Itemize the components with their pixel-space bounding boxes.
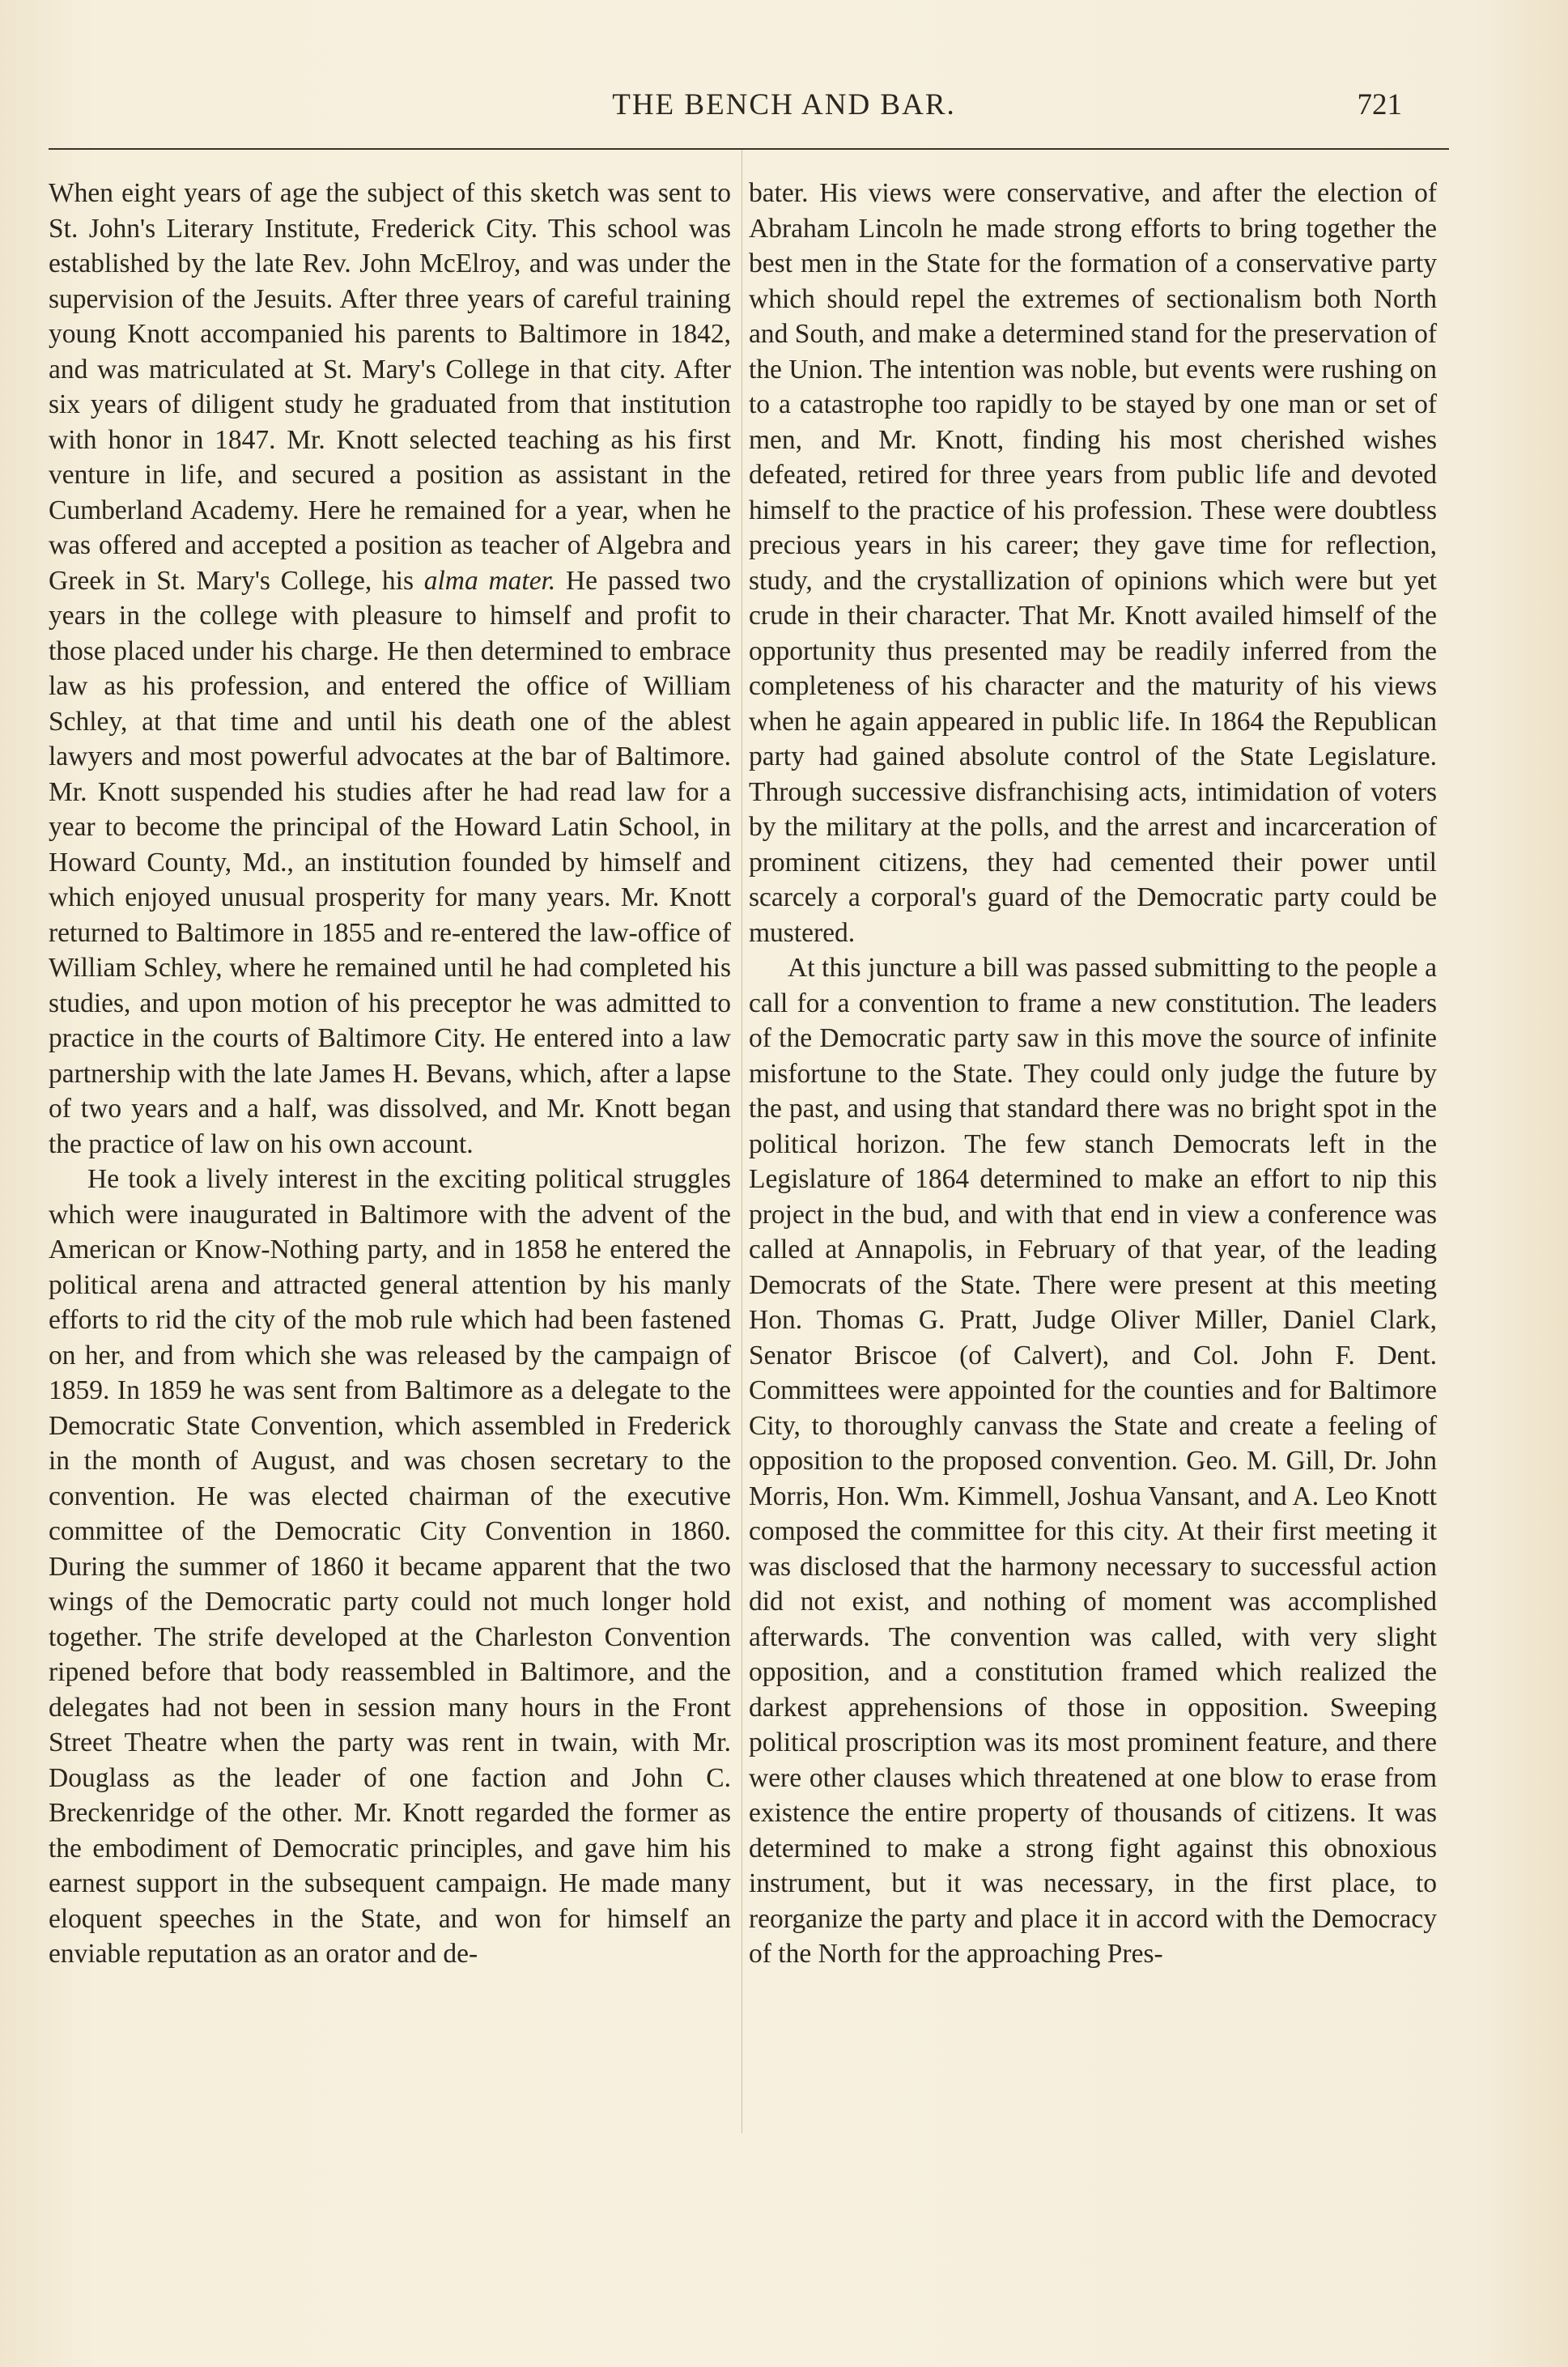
italic-phrase: alma mater. xyxy=(423,565,556,596)
page-header xyxy=(49,87,1519,136)
paragraph-text: He passed two years in the college with pleasure to himself and profit to those placed under his charge. He then determined to embrace law as his profession, and entered the office of William Schley, at that time and until his death one of the ablest lawyers and most powerful advocates at the bar of Baltimore. Mr. Knott suspended his studies after he had read law for a year to become the principal of the Howard Latin School, in Howard County, Md., an institution founded by himself and which enjoyed unusual prosperity for many years. Mr. Knott returned to Baltimore in 1855 and re-entered the law-office of William Schley, where he remained until he had completed his studies, and upon motion of his preceptor he was admitted to practice in the courts of Baltimore City. He entered into a law partnership with the late James H. Bevans, which, after a lapse of two years and a half, was dissolved, and Mr. Knott began the practice of law on his own account. xyxy=(49,565,731,1159)
left-column xyxy=(49,176,731,1972)
paragraph xyxy=(49,176,731,1162)
page-number: 721 xyxy=(1357,88,1402,121)
running-head: THE BENCH AND BAR. xyxy=(612,88,956,121)
paragraph-text: When eight years of age the subject of this sketch was sent to St. John's Literary Institute, Frederick City. This school was established by the late Rev. John McElroy, and was under the supervision of the Jesuits. After three years of careful training young Knott accompanied his parents to Baltimore in 1842, and was matriculated at St. Mary's College in that city. After six years of diligent study he graduated from that institution with honor in 1847. Mr. Knott selected teaching as his first venture in life, and secured a position as assistant in the Cumberland Academy. Here he remained for a year, when he was offered and accepted a position as teacher of Algebra and Greek in St. Mary's College, his xyxy=(49,178,731,596)
right-column xyxy=(749,176,1437,1972)
paragraph: He took a lively interest in the exciting political struggles which were inaugurated in Baltimore with the advent of the American or Know-Nothing party, and in 1858 he entered the political arena and attracted general attention by his manly efforts to rid the city of the mob rule which had been fastened on her, and from which she was released by the campaign of 1859. In 1859 he was sent from Baltimore as a delegate to the Democratic State Convention, which assembled in Frederick in the month of August, and was chosen secretary to the convention. He was elected chairman of the executive committee of the Democratic City Convention in 1860. During the summer of 1860 it became apparent that the two wings of the Democratic party could not much longer hold together. The strife developed at the Charleston Convention ripened before that body reassembled in Baltimore, and the delegates had not been in session many hours in the Front Street Theatre when the party was rent in twain, with Mr. Douglass as the leader of one faction and John C. Breckenridge of the other. Mr. Knott regarded the former as the embodiment of Democratic principles, and gave him his earnest support in the subsequent campaign. He made many eloquent speeches in the State, and won for himself an enviable reputation as an orator and de- xyxy=(49,1164,731,1969)
paragraph: At this juncture a bill was passed submitting to the people a call for a convention to frame a new constitution. The leaders of the Democratic party saw in this move the source of infinite misfortune to the State. They could only judge the future by the past, and using that standard there was no bright spot in the political horizon. The few stanch Democrats left in the Legislature of 1864 determined to make an effort to nip this project in the bud, and with that end in view a conference was called at Annapolis, in February of that year, of the leading Democrats of the State. There were present at this meeting Hon. Thomas G. Pratt, Judge Oliver Miller, Daniel Clark, Senator Briscoe (of Calvert), and Col. John F. Dent. Committees were appointed for the counties and for Baltimore City, to thoroughly canvass the State and create a feeling of opposition to the proposed convention. Geo. M. Gill, Dr. John Morris, Hon. Wm. Kimmell, Joshua Vansant, and A. Leo Knott composed the committee for this city. At their first meeting it was disclosed that the harmony necessary to successful action did not exist, and nothing of moment was accomplished afterwards. The convention was called, with very slight opposition, and a constitution framed which realized the darkest apprehensions of those in opposition. Sweeping political proscription was its most prominent feature, and there were other clauses which threatened at one blow to erase from existence the entire property of thousands of citizens. It was determined to make a strong fight against this obnoxious instrument, but it was necessary, in the first place, to reorganize the party and place it in accord with the Democracy of the North for the approaching Pres- xyxy=(749,953,1437,1969)
paragraph: bater. His views were conservative, and after the election of Abraham Lincoln he made strong efforts to bring together the best men in the State for the formation of a conservative party which should repel the extremes of sectionalism both North and South, and make a determined stand for the preservation of the Union. The intention was noble, but events were rushing on to a catastrophe too rapidly to be stayed by one man or set of men, and Mr. Knott, finding his most cherished wishes defeated, retired for three years from public life and devoted himself to the practice of his profession. These were doubtless precious years in his career; they gave time for reflection, study, and the crystallization of opinions which were but yet crude in their character. That Mr. Knott availed himself of the opportunity thus presented may be readily inferred from the completeness of his character and the maturity of his views when he again appeared in public life. In 1864 the Republican party had gained absolute control of the State Legislature. Through successive disfranchising acts, intimidation of voters by the military at the polls, and the arrest and incarceration of prominent citizens, they had cemented their power until scarcely a corporal's guard of the Democratic party could be mustered. xyxy=(749,178,1437,948)
header-rule xyxy=(49,148,1449,150)
